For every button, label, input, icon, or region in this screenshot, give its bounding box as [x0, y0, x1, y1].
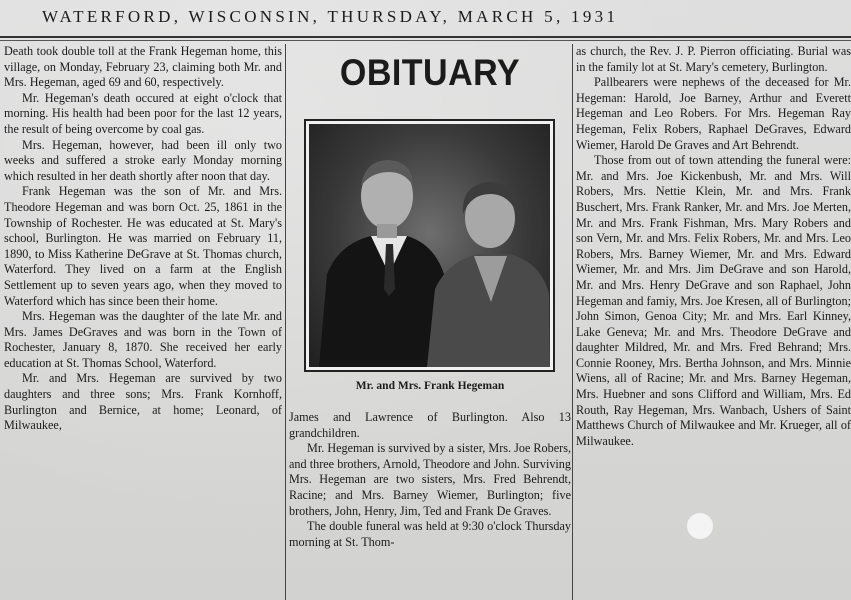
paragraph: Mr. Hegeman is survived by a sister, Mrs. Joe Robers, and three brothers, Arnold, Theodore and John. Surviving Mrs. Hegeman are two sisters, Mrs. Fred Behrendt, Racine; and Mrs. Barney Wiemer, Burlington; five brothers, John, Henry, Jim, Ted and Frank De Graves. [289, 441, 571, 518]
portrait-photo-frame [304, 119, 555, 372]
masthead-rule [0, 40, 851, 41]
paragraph: Those from out of town attending the funeral were: Mr. and Mrs. Joe Kickenbush, Mr. and Mrs. Will Robers, Mrs. Nettie Klein, Mr. and Mrs. Frank Buschert, Mrs. Frank Ranker, Mr. and Mrs. Joe Merten, Mr. and Mrs. Frank Fishman, Mrs. Mary Robers and son Vern, Mr. and Mrs. Felix Robers, Mr. and Mrs. Leo Robers, Mrs. Barney Wiemer, Mr. and Mrs. Edward Wiemer, Mr. and Mrs. Jim DeGrave and son Harold, Mr. and Mrs. Henry DeGrave and son Raphael, John Hegeman and famiy, Mrs. Joe Kresen, all of Burlington; John Simon, Genoa City; Mr. and Mrs. Earl Kinney, Lake Geneva; Mr. and Mrs. Theodore DeGrave and daughter Mildred, Mr. and Mrs. Fred Behrand; Mrs. Connie Rooney, Mrs. Bertha Johnson, and Mrs. Minnie Wiens, all of Racine; Mr. and Mrs. Barney Hegeman, Mrs. Huebner and sons Clifford and William, Mrs. Ed Routh, Ray Hegeman, Mrs. Wanbach, Ushers of Saint Matthews Church of Milwaukee and Mr. Krueger, all of Milwaukee. [576, 153, 851, 448]
paragraph: Death took double toll at the Frank Hegeman home, this village, on Monday, February 23, claiming both Mr. and Mrs. Hegeman, aged 69 and 60, respectively. [4, 44, 282, 90]
masthead [0, 0, 851, 38]
masthead-text: WATERFORD, WISCONSIN, THURSDAY, MARCH 5, 1931 [42, 7, 619, 26]
paragraph: Mrs. Hegeman, however, had been ill only two weeks and suffered a stroke early Monday morning which resulted in her death shortly after noon that day. [4, 137, 282, 183]
paragraph: The double funeral was held at 9:30 o'clock Thursday morning at St. Thom- [289, 519, 571, 549]
paragraph: Mr. Hegeman's death occured at eight o'clock that morning. His health had been poor for the last 12 years, the result of being overcome by coal gas. [4, 90, 282, 136]
portrait-illustration [309, 124, 550, 367]
paragraph: as church, the Rev. J. P. Pierron officiating. Burial was in the family lot at St. Mary's cemetery, Burlington. [576, 44, 851, 74]
paragraph: Frank Hegeman was the son of Mr. and Mrs. Theodore Hegeman and was born Oct. 25, 1861 in the Township of Rochester. He was educated at St. Mary's school, Burlington. He was married on February 11, 1890, to Miss Katherine DeGrave at St. Thomas church, Waterford. They lived on a farm at the English Settlement up to seven years ago, when they moved to Waterford which has since been their home. [4, 184, 282, 308]
column-right [576, 44, 851, 600]
paragraph: Mr. and Mrs. Hegeman are survived by two daughters and three sons; Mrs. Frank Kornhoff, Burlington and Bernice, at home; Leonard, of Milwaukee, [4, 371, 282, 433]
photo-caption: Mr. and Mrs. Frank Hegeman [355, 380, 505, 392]
column-middle [289, 410, 571, 600]
obituary-headline: OBITUARY [339, 52, 521, 93]
paper-damage-spot [687, 513, 713, 539]
column-divider-right [572, 44, 573, 600]
portrait-photo [309, 124, 550, 367]
paragraph: James and Lawrence of Burlington. Also 13 grandchildren. [289, 410, 571, 440]
column-left [4, 44, 282, 600]
column-divider-left [285, 44, 286, 600]
paragraph: Pallbearers were nephews of the deceased for Mr. Hegeman: Harold, Joe Barney, Arthur and Everett Hegeman and Leo Robers. For Mrs. Hegeman Ray Hegeman, Felix Robers, Raphael DeGraves, Edward Wiemer, Harold De Graves and Art Behrendt. [576, 75, 851, 152]
paragraph: Mrs. Hegeman was the daughter of the late Mr. and Mrs. James DeGraves and was born in the Town of Rochester, January 8, 1870. She received her early education at St. Thomas School, Waterford. [4, 309, 282, 370]
